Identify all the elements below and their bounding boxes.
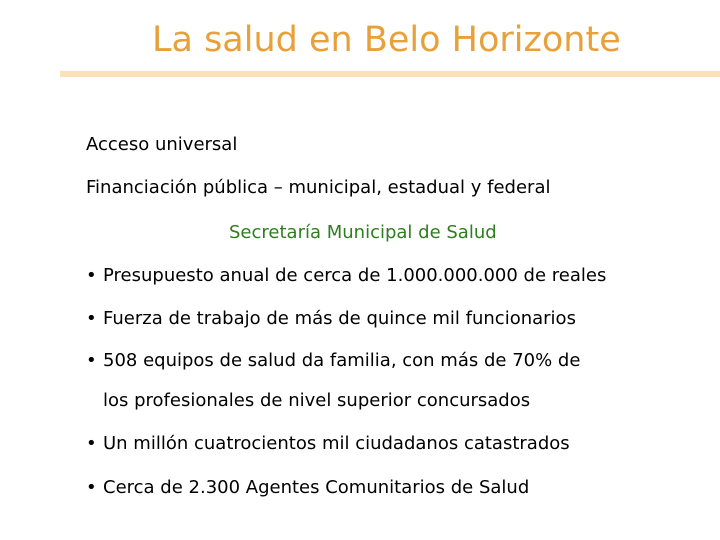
bullet-dot: • bbox=[86, 477, 97, 498]
bullet-item-budget bbox=[86, 264, 606, 288]
bullet-dot: • bbox=[86, 265, 97, 286]
bullet-text: Fuerza de trabajo de más de quince mil funcionarios bbox=[103, 308, 576, 329]
bullet-dot: • bbox=[86, 433, 97, 454]
intro-line-universal-access: Acceso universal bbox=[86, 134, 238, 155]
bullet-dot: • bbox=[86, 350, 97, 371]
slide-title: La salud en Belo Horizonte bbox=[152, 20, 621, 60]
bullet-dot: • bbox=[86, 308, 97, 329]
intro-line-public-financing: Financiación pública – municipal, estadual y federal bbox=[86, 177, 551, 198]
bullet-item-health-teams bbox=[86, 349, 580, 373]
bullet-text: Presupuesto anual de cerca de 1.000.000.000 de reales bbox=[103, 265, 607, 286]
bullet-item-workforce bbox=[86, 307, 576, 331]
bullet-text: Un millón cuatrocientos mil ciudadanos catastrados bbox=[103, 433, 570, 454]
bullet-text: Cerca de 2.300 Agentes Comunitarios de Salud bbox=[103, 477, 530, 498]
bullet-continuation: los profesionales de nivel superior concursados bbox=[103, 390, 531, 411]
bullet-item-citizens bbox=[86, 432, 570, 456]
section-heading: Secretaría Municipal de Salud bbox=[229, 222, 497, 243]
bullet-text: 508 equipos de salud da familia, con más de 70% de bbox=[103, 350, 581, 371]
title-underline bbox=[60, 71, 720, 77]
bullet-item-community-agents bbox=[86, 476, 529, 500]
